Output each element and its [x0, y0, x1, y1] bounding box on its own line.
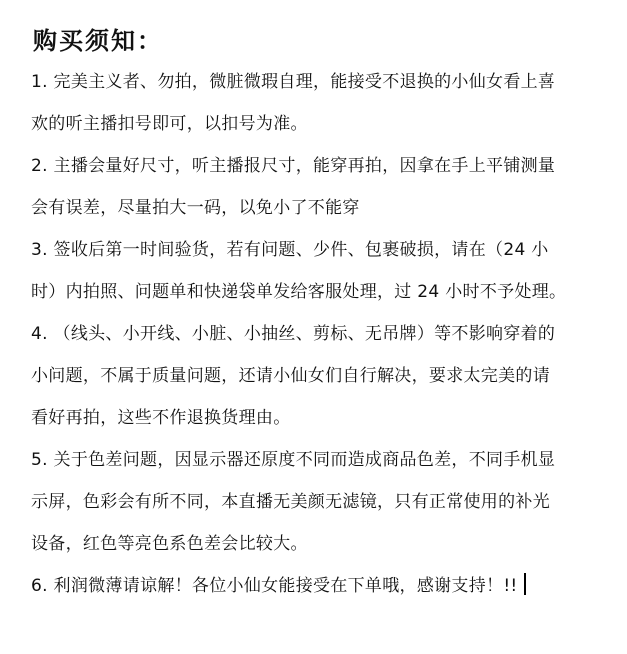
note-line-last[interactable]: [31, 565, 601, 607]
note-item-5: [31, 439, 601, 565]
note-line: 看好再拍，这些不作退换货理由。: [31, 408, 291, 428]
note-item-1: [31, 61, 601, 145]
purchase-notes-list: [31, 61, 601, 607]
note-line: 3. 签收后第一时间验货，若有问题、少件、包裹破损，请在（24 小: [31, 240, 549, 260]
note-line-text: 6. 利润微薄请谅解！各位小仙女能接受在下单哦，感谢支持！!!: [31, 576, 518, 596]
note-line: 设备，红色等亮色系色差会比较大。: [31, 534, 308, 554]
note-item-6: [31, 565, 601, 607]
note-item-2: [31, 145, 601, 229]
note-line: 时）内拍照、问题单和快递袋单发给客服处理，过 24 小时不予处理。: [31, 282, 567, 302]
note-line: 欢的听主播扣号即可，以扣号为准。: [31, 114, 308, 134]
note-line: 5. 关于色差问题，因显示器还原度不同而造成商品色差，不同手机显: [31, 450, 556, 470]
note-item-3: [31, 229, 601, 313]
note-line: 1. 完美主义者、勿拍，微脏微瑕自理，能接受不退换的小仙女看上喜: [31, 72, 556, 92]
note-line: 2. 主播会量好尺寸，听主播报尺寸，能穿再拍，因拿在手上平铺测量: [31, 156, 556, 176]
note-item-4: [31, 313, 601, 439]
note-line: 4. （线头、小开线、小脏、小抽丝、剪标、无吊牌）等不影响穿着的: [31, 324, 556, 344]
note-line: 小问题，不属于质量问题，还请小仙女们自行解决，要求太完美的请: [31, 366, 550, 386]
page-title: 购买须知：: [33, 26, 163, 55]
text-cursor: [524, 573, 526, 595]
note-line: 会有误差，尽量拍大一码，以免小了不能穿: [31, 198, 360, 218]
note-line: 示屏，色彩会有所不同，本直播无美颜无滤镜，只有正常使用的补光: [31, 492, 550, 512]
